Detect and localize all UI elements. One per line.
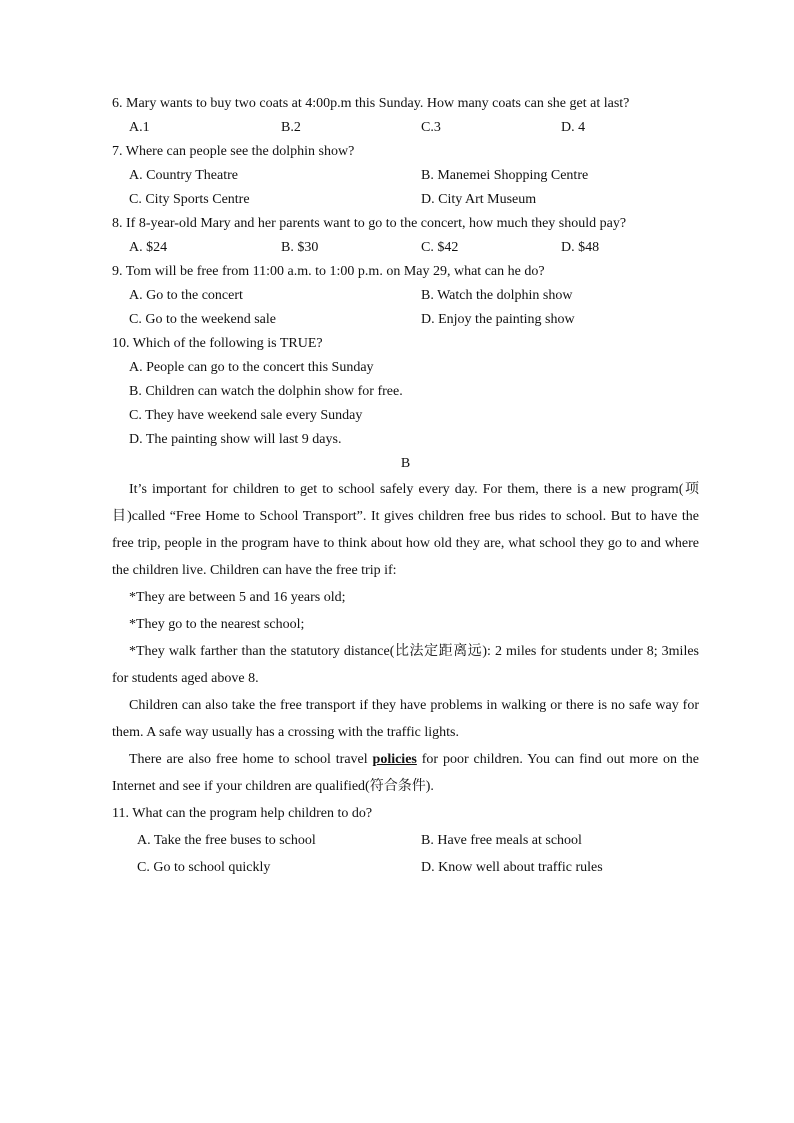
question-7-stem: 7. Where can people see the dolphin show? — [112, 144, 355, 159]
page-content — [112, 92, 699, 881]
passage-paragraph-3 — [112, 746, 699, 800]
passage-paragraph-1 — [112, 476, 699, 584]
question-11-options-row1 — [112, 827, 699, 854]
question-6-stem: 6. Mary wants to buy two coats at 4:00p.m this Sunday. How many coats can she get at last? — [112, 96, 630, 111]
option-a: A. $24 — [129, 240, 168, 255]
condition-3 — [112, 638, 699, 692]
option-c: C. Go to the weekend sale — [129, 312, 276, 327]
text: for poor children. You can find out more on the Internet and see if your children are qualified( — [112, 752, 699, 794]
option-c: C. Go to school quickly — [137, 860, 271, 875]
option-d: D. City Art Museum — [421, 192, 537, 207]
section-b-heading: B — [400, 456, 411, 471]
option-a: A. People can go to the concert this Sunday — [129, 360, 374, 375]
question-8-options — [112, 236, 699, 260]
option-a: A. Country Theatre — [129, 168, 238, 183]
keyword-policies: policies — [372, 752, 417, 767]
question-11-stem: 11. What can the program help children to do? — [112, 806, 373, 821]
text: It’s important for children to get to school safely every day. For them, there is a new program( — [129, 482, 684, 497]
chinese-gloss: 项目 — [112, 481, 700, 524]
option-d: D. Enjoy the painting show — [421, 312, 575, 327]
question-10-stem: 10. Which of the following is TRUE? — [112, 336, 323, 351]
option-a: A. Go to the concert — [129, 288, 243, 303]
text: ): 2 miles for students under 8; 3miles for students aged above 8. — [112, 644, 700, 686]
question-9-options-row2 — [112, 308, 699, 332]
question-9-options-row1 — [112, 284, 699, 308]
question-7-options-row1 — [112, 164, 699, 188]
option-c: C. City Sports Centre — [129, 192, 250, 207]
option-b: B. Children can watch the dolphin show for free. — [129, 384, 403, 399]
text: There are also free home to school travel — [129, 752, 373, 767]
question-7-options-row2 — [112, 188, 699, 212]
option-c: C.3 — [421, 120, 441, 135]
question-11-options-row2 — [112, 854, 699, 881]
option-a: A. Take the free buses to school — [137, 833, 316, 848]
text: ). — [425, 779, 434, 794]
option-b: B. Have free meals at school — [421, 833, 582, 848]
text: *They walk farther than the statutory distance( — [129, 644, 395, 659]
option-b: B. $30 — [281, 240, 319, 255]
chinese-gloss: 比法定距离远 — [394, 643, 483, 659]
option-d: D. 4 — [561, 120, 586, 135]
question-9-stem: 9. Tom will be free from 11:00 a.m. to 1:00 p.m. on May 29, what can he do? — [112, 264, 545, 279]
chinese-gloss: 符合条件 — [369, 778, 426, 794]
condition-2: *They go to the nearest school; — [129, 617, 305, 632]
option-b: B. Watch the dolphin show — [421, 288, 573, 303]
question-6-options — [112, 116, 699, 140]
passage-paragraph-2: Children can also take the free transport if they have problems in walking or there is no safe way for them. A safe way usually has a crossing with the traffic lights. — [112, 698, 699, 740]
option-c: C. They have weekend sale every Sunday — [129, 408, 363, 423]
option-a: A.1 — [129, 120, 150, 135]
question-8-stem: 8. If 8-year-old Mary and her parents want to go to the concert, how much they should pay? — [112, 216, 627, 231]
text: )called “Free Home to School Transport”. It gives children free bus rides to school. But to have the free trip, people in the program have to think about how old they are, what school they go to and where the children live. Children can have the free trip if: — [112, 509, 700, 578]
option-b: B. Manemei Shopping Centre — [421, 168, 589, 183]
option-b: B.2 — [281, 120, 301, 135]
option-c: C. $42 — [421, 240, 459, 255]
condition-1: *They are between 5 and 16 years old; — [129, 590, 346, 605]
option-d: D. Know well about traffic rules — [421, 860, 603, 875]
option-d: D. $48 — [561, 240, 600, 255]
option-d: D. The painting show will last 9 days. — [129, 432, 342, 447]
